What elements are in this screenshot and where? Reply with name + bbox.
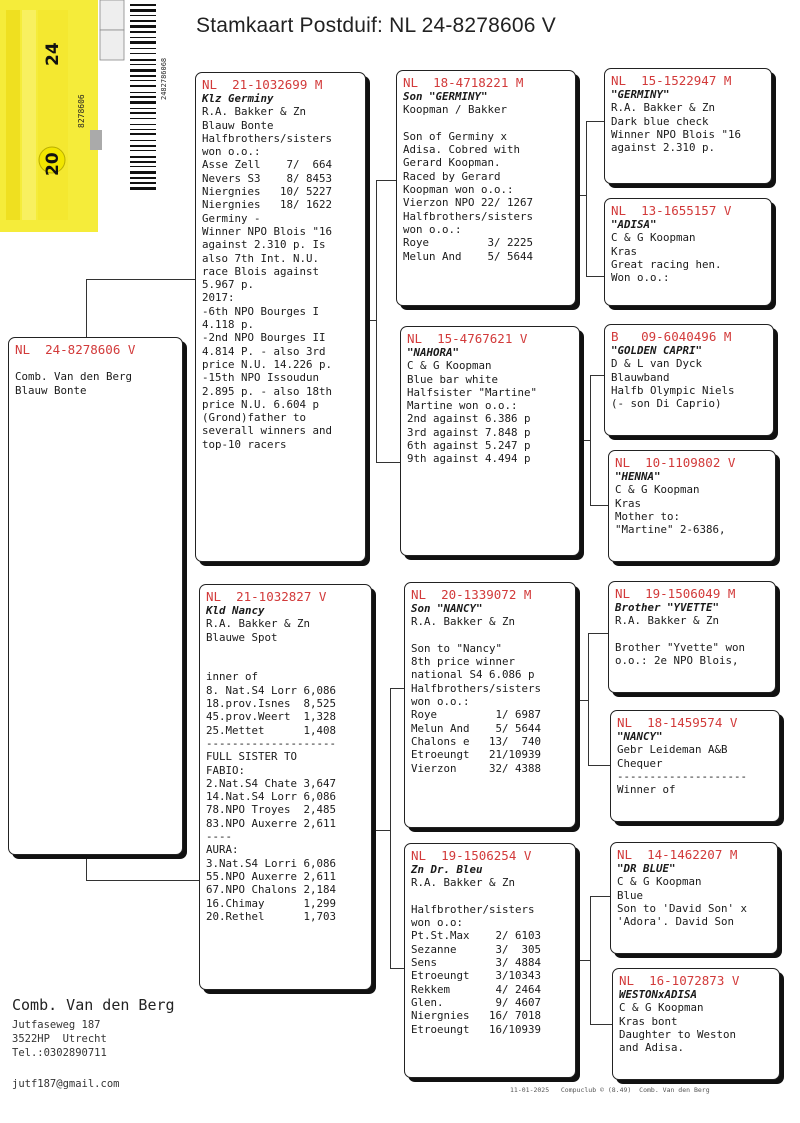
pedigree-box-mother-father [404,582,576,828]
info-line: 78.NPO Troyes 2,485 [206,803,337,817]
info-line: Gebr Leideman A&B [617,743,728,757]
info-line: -15th NPO Issoudun [202,371,320,385]
info-line: Pt.St.Max 2/ 6103 [411,929,542,943]
barcode-bar [130,133,156,135]
info-line: Sezanne 3/ 305 [411,942,542,956]
barcode-bar [130,187,156,190]
info-line: Niergnies 10/ 5227 [202,185,333,199]
info-line: -------------------- [206,736,337,750]
barcode-bar [130,166,156,167]
barcode-bar [130,31,156,33]
info-line: race Blois against [202,264,320,278]
barcode-bar [130,124,156,125]
pigeon-name: "NANCY" [617,730,663,743]
connector-line [576,960,590,961]
info-line: inner of [206,670,259,684]
info-line: C & G Koopman [611,231,696,245]
info-line: C & G Koopman [617,875,702,889]
info-line: Mother to: [615,509,681,523]
barcode-bar [130,118,156,119]
info-line: and Adisa. [619,1041,685,1055]
info-line: FULL SISTER TO [206,750,298,764]
info-line: 4.814 P. - also 3rd [202,344,326,358]
info-line: (Grond)father to [202,411,307,425]
connector-line [366,320,376,321]
barcode-bar [130,4,156,6]
pigeon-name: "HENNA" [615,470,661,483]
pigeon-name: Brother "YVETTE" [615,601,720,614]
ring-number: NL 15-4767621 V [407,331,528,346]
info-line: Germiny - [202,211,261,225]
svg-text:8278606: 8278606 [77,94,86,128]
pigeon-name: "DR BLUE" [617,862,676,875]
info-line: Etroeungt 21/10939 [411,748,542,762]
barcode-bar [130,156,156,158]
info-line: C & G Koopman [619,1001,704,1015]
info-line: Raced by Gerard [403,169,501,183]
pedigree-box-father [195,72,366,562]
connector-line [580,440,590,441]
info-line: 3rd against 7.848 p [407,425,531,439]
info-line: Great racing hen. [611,257,722,271]
info-line: R.A. Bakker & Zn [202,105,307,119]
connector-line [588,633,608,634]
pedigree-box-mmm [612,968,780,1080]
ring-number: NL 21-1032827 V [206,589,327,604]
info-line: R.A. Bakker & Zn [411,876,516,890]
info-line: Melun And 5/ 5644 [411,721,542,735]
pigeon-name: WESTONxADISA [619,988,698,1001]
info-line: -6th NPO Bourges I [202,304,320,318]
info-line: Halfbrother/sisters [411,902,535,916]
info-line: Winner of [617,783,676,797]
svg-text:20: 20 [43,152,63,176]
barcode-bar [130,20,156,22]
pedigree-box-mother-mother [404,843,576,1078]
barcode-bar [130,161,156,163]
info-line: Brother "Yvette" won [615,640,746,654]
address-street: Jutfaseweg 187 [12,1019,101,1031]
info-line: Halfbrothers/sisters [202,131,333,145]
info-line: 67.NPO Chalons 2,184 [206,883,337,897]
info-line: Halfsister "Martine" [407,385,538,399]
pedigree-box-fmm [608,450,776,562]
connector-line [576,195,586,196]
barcode-bar [130,85,156,87]
connector-line [590,896,591,1024]
ring-number: NL 24-8278606 V [15,342,136,357]
info-line: Nevers S3 8/ 8453 [202,171,333,185]
info-line: Roye 1/ 6987 [411,708,542,722]
info-line: Niergnies 16/ 7018 [411,1009,542,1023]
info-line: Blauwband [611,370,670,384]
connector-line [86,855,87,880]
info-line: won o.o.: [202,145,261,159]
connector-line [576,700,588,701]
info-line: Glen. 9/ 4607 [411,995,542,1009]
ring-number: NL 20-1339072 M [411,587,532,602]
info-line: 2.Nat.S4 Chate 3,647 [206,776,337,790]
barcode-bar [130,41,156,44]
barcode-bar [130,75,156,77]
info-line: Martine won o.o.: [407,399,518,413]
barcode-bar [130,171,156,174]
barcode-bar [130,80,156,81]
ring-number: B 09-6040496 M [611,329,732,344]
info-line: Son to "Nancy" [411,641,503,655]
info-line: 9th against 4.494 p [407,452,531,466]
info-line: Sens 3/ 4884 [411,956,542,970]
info-line: Blue bar white [407,372,499,386]
barcode-bar [130,64,156,65]
connector-line [376,180,396,181]
info-line: Daughter to Weston [619,1027,737,1041]
owner-name: Comb. Van den Berg [12,996,175,1014]
info-line: Etroeungt 16/10939 [411,1022,542,1036]
info-line: won o.o.: [411,695,470,709]
info-line [411,890,569,903]
info-line [15,357,176,370]
svg-text:24: 24 [43,42,63,66]
connector-line [372,830,390,831]
connector-line [586,121,587,276]
info-line: 20.Rethel 1,703 [206,909,337,923]
connector-line [376,462,402,463]
info-line: Halfbrothers/sisters [411,681,542,695]
ring-number: NL 13-1655157 V [611,203,732,218]
info-line: Won o.o.: [611,271,670,285]
barcode-bar [130,37,156,38]
info-line: Vierzon 32/ 4388 [411,761,542,775]
connector-line [86,880,200,881]
address-phone: Tel.:0302890711 [12,1047,107,1059]
info-line: Koopman won o.o.: [403,183,514,197]
barcode-bar [130,129,156,130]
info-line: AURA: [206,843,239,857]
info-line: FABIO: [206,763,246,777]
connector-line [590,375,591,505]
info-line: 5.967 p. [202,278,255,292]
pigeon-name: "NAHORA" [407,346,460,359]
info-line: 55.NPO Auxerre 2,611 [206,869,337,883]
info-line: Koopman / Bakker [403,103,508,117]
barcode-bar [130,182,156,184]
info-line: 45.prov.Weert 1,328 [206,710,337,724]
pedigree-box-father-father [396,70,576,306]
pedigree-box-father-mother [400,326,580,556]
ring-number: NL 18-4718221 M [403,75,524,90]
info-line: R.A. Bakker & Zn [611,101,716,115]
info-line: 4.118 p. [202,318,255,332]
print-owner: Comb. Van den Berg [639,1086,710,1094]
info-line: 83.NPO Auxerre 2,611 [206,816,337,830]
barcode-bar [130,177,156,179]
pedigree-box-fff [604,68,772,184]
info-line: 8. Nat.S4 Lorr 6,086 [206,683,337,697]
connector-line [588,633,589,765]
info-line: won o.o.: [403,222,462,236]
barcode-bar [130,92,156,93]
owner-address [12,1018,107,1060]
connector-line [586,121,606,122]
info-line: Halfbrothers/sisters [403,209,534,223]
info-line: Adisa. Cobred with [403,143,521,157]
info-line: 14.Nat.S4 Lorr 6,086 [206,790,337,804]
pedigree-box-mff [608,581,776,693]
info-line [206,657,365,670]
ring-number: NL 14-1462207 M [617,847,738,862]
info-line: o.o.: 2e NPO Blois, [615,654,739,668]
info-line: -------------------- [617,769,748,783]
connector-line [586,276,606,277]
info-line [403,117,569,130]
pedigree-box-fmf [604,324,774,436]
info-line: 3.Nat.S4 Lorri 6,086 [206,856,337,870]
barcode-bar [130,112,156,114]
info-line: 'Adora'. David Son [617,915,735,929]
info-line: 18.prov.Isnes 8,525 [206,697,337,711]
info-line: 6th against 5.247 p [407,439,531,453]
info-line: Gerard Koopman. [403,156,501,170]
svg-text:2482786068: 2482786068 [160,57,168,100]
ring-number: NL 10-1109802 V [615,455,736,470]
barcode-bar [130,96,156,98]
info-line: Kras [611,244,638,258]
pedigree-box-mfm [610,710,780,822]
connector-line [390,688,391,968]
info-line: (- son Di Caprio) [611,397,722,411]
info-line: Asse Zell 7/ 664 [202,158,333,172]
info-line: also 7th Int. N.U. [202,251,320,265]
info-line: Kras [615,496,642,510]
barcode-bar [130,108,156,109]
barcode-bar [130,150,156,151]
info-line: national S4 6.086 p [411,668,535,682]
ring-number: NL 19-1506254 V [411,848,532,863]
barcode-bar [130,145,156,147]
pigeon-name: Klz Germiny [202,92,274,105]
connector-line [588,765,610,766]
pigeon-name: Son "NANCY" [411,602,483,615]
connector-line [590,896,612,897]
info-line: "Martine" 2-6386, [615,523,726,537]
info-line [411,629,569,642]
connector-line [590,505,610,506]
barcode-bar [130,15,156,16]
info-line: Rekkem 4/ 2464 [411,982,542,996]
info-line: Winner NPO Blois "16 [202,224,333,238]
print-software: Compuclub © (8.49) [560,1086,632,1094]
info-line [615,628,769,641]
info-line: Etroeungt 3/10343 [411,969,542,983]
info-line: Roye 3/ 2225 [403,236,534,250]
ring-number: NL 18-1459574 V [617,715,738,730]
pigeon-name: Kld Nancy [206,604,265,617]
owner-email: jutf187@gmail.com [12,1078,120,1090]
pigeon-name: Zn Dr. Bleu [411,863,483,876]
info-line: against 2.310 p. Is [202,238,326,252]
barcode-bar [130,101,156,104]
connector-line [590,1024,612,1025]
info-line: won o.o: [411,916,464,930]
pedigree-box-pigeon [8,337,183,855]
pedigree-box-mother [199,584,372,990]
barcode-bar [130,25,156,28]
info-line: Winner NPO Blois "16 [611,127,742,141]
info-line: Chequer [617,756,663,770]
info-line: Melun And 5/ 5644 [403,249,534,263]
pigeon-name: "GOLDEN CAPRI" [611,344,703,357]
info-line: severall winners and [202,424,333,438]
info-line: against 2.310 p. [611,141,716,155]
info-line: Halfb Olympic Niels [611,383,735,397]
info-line: price N.U. 6.604 p [202,397,320,411]
info-line: C & G Koopman [407,359,492,373]
info-line: Son to 'David Son' x [617,901,748,915]
ring-number: NL 16-1072873 V [619,973,740,988]
info-line: 2nd against 6.386 p [407,412,531,426]
info-line: 2.895 p. - also 18th [202,384,333,398]
info-line: -2nd NPO Bourges II [202,331,326,345]
info-line: Son of Germiny x [403,129,508,143]
pigeon-name: Son "GERMINY" [403,90,488,103]
connector-line [86,279,87,337]
print-date: 11-01-2025 [510,1086,550,1094]
info-line: 25.Mettet 1,408 [206,723,337,737]
pigeon-name: "ADISA" [611,218,657,231]
info-line: Dark blue check [611,114,709,128]
info-line: Blauw Bonte [15,383,87,397]
barcode-bar [130,48,156,49]
info-line: 8th price winner [411,655,516,669]
barcode-bar [130,53,156,54]
info-line: Vierzon NPO 22/ 1267 [403,196,534,210]
info-line: R.A. Bakker & Zn [615,614,720,628]
info-line: price N.U. 14.226 p. [202,357,333,371]
ring-number: NL 15-1522947 M [611,73,732,88]
info-line: D & L van Dyck [611,357,703,371]
info-line: 2017: [202,291,235,305]
barcode-bar [130,9,156,12]
info-line: 16.Chimay 1,299 [206,896,337,910]
info-line: Blue [617,888,644,902]
info-line: ---- [206,830,233,844]
barcode-bar [130,69,156,72]
address-city: 3522HP Utrecht [12,1033,107,1045]
page-title: Stamkaart Postduif: NL 24-8278606 V [196,14,556,37]
ring-label-image [0,0,170,232]
info-line: Kras bont [619,1014,678,1028]
info-line: Blauw Bonte [202,118,274,132]
info-line: top-10 racers [202,437,287,451]
print-info [510,1086,710,1094]
ring-number: NL 19-1506049 M [615,586,736,601]
barcode-bar [130,140,156,141]
info-line: Niergnies 18/ 1622 [202,198,333,212]
ring-number: NL 21-1032699 M [202,77,323,92]
connector-line [376,180,377,462]
info-line: C & G Koopman [615,483,700,497]
info-line: R.A. Bakker & Zn [206,617,311,631]
barcode-bar [130,59,156,61]
pigeon-name: "GERMINY" [611,88,670,101]
info-line: R.A. Bakker & Zn [411,615,516,629]
info-line [206,644,365,657]
connector-line [86,279,196,280]
info-line: Chalons e 13/ 740 [411,734,542,748]
info-line: Blauwe Spot [206,630,278,644]
pedigree-box-mmf [610,842,778,954]
info-line: Comb. Van den Berg [15,370,133,384]
pedigree-box-ffm [604,198,772,306]
